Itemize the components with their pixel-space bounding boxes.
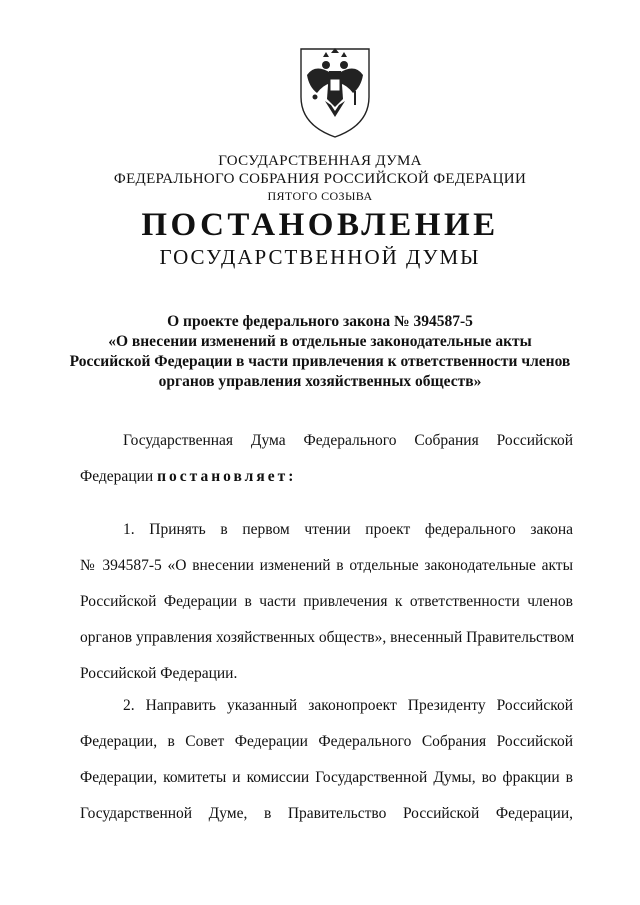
clause-line: Российской Федерации.	[80, 665, 238, 682]
subject-line: органов управления хозяйственных обществ»	[158, 373, 482, 390]
clause-1	[80, 512, 573, 692]
subject-line: Российской Федерации в части привлечения к ответственности членов	[69, 353, 571, 370]
clause-line: № 394587-5 «О внесении изменений в отдельные законодательные акты	[80, 557, 573, 574]
clause-line: Федерации, в Совет Федерации Федерального Собрания Российской	[80, 733, 573, 750]
resolution-verb: постановляет:	[157, 468, 297, 485]
clause-line: Государственной Думе, в Правительство Российской Федерации,	[80, 805, 573, 822]
preamble-line: Государственная Дума Федерального Собрания Российской	[123, 432, 573, 449]
document-type-subtitle: ГОСУДАРСТВЕННОЙ ДУМЫ	[159, 245, 481, 269]
org-line-1: ГОСУДАРСТВЕННАЯ ДУМА	[218, 153, 422, 169]
clause-line: Российской Федерации в части привлечения к ответственности членов	[80, 593, 573, 610]
subject-line: «О внесении изменений в отдельные законодательные акты	[108, 333, 532, 350]
org-line-3: ПЯТОГО СОЗЫВА	[267, 189, 373, 203]
clause-line: органов управления хозяйственных обществ», внесенный Правительством	[80, 629, 575, 646]
clause-line: 2. Направить указанный законопроект Президенту Российской	[123, 697, 573, 714]
preamble-line	[80, 459, 573, 495]
document-type-title: ПОСТАНОВЛЕНИЕ	[141, 207, 499, 243]
document-subject	[40, 312, 600, 392]
org-line-2: ФЕДЕРАЛЬНОГО СОБРАНИЯ РОССИЙСКОЙ ФЕДЕРАЦИИ	[113, 171, 527, 187]
clause-line: 1. Принять в первом чтении проект федерального закона	[123, 521, 573, 538]
preamble	[80, 423, 573, 495]
clause-line: Федерации, комитеты и комиссии Государственной Думы, во фракции в	[80, 769, 573, 786]
clause-2	[80, 688, 573, 832]
state-emblem-icon	[295, 45, 375, 140]
preamble-text: Федерации	[80, 468, 158, 485]
subject-line: О проекте федерального закона № 394587-5	[167, 313, 473, 330]
header	[0, 152, 640, 204]
